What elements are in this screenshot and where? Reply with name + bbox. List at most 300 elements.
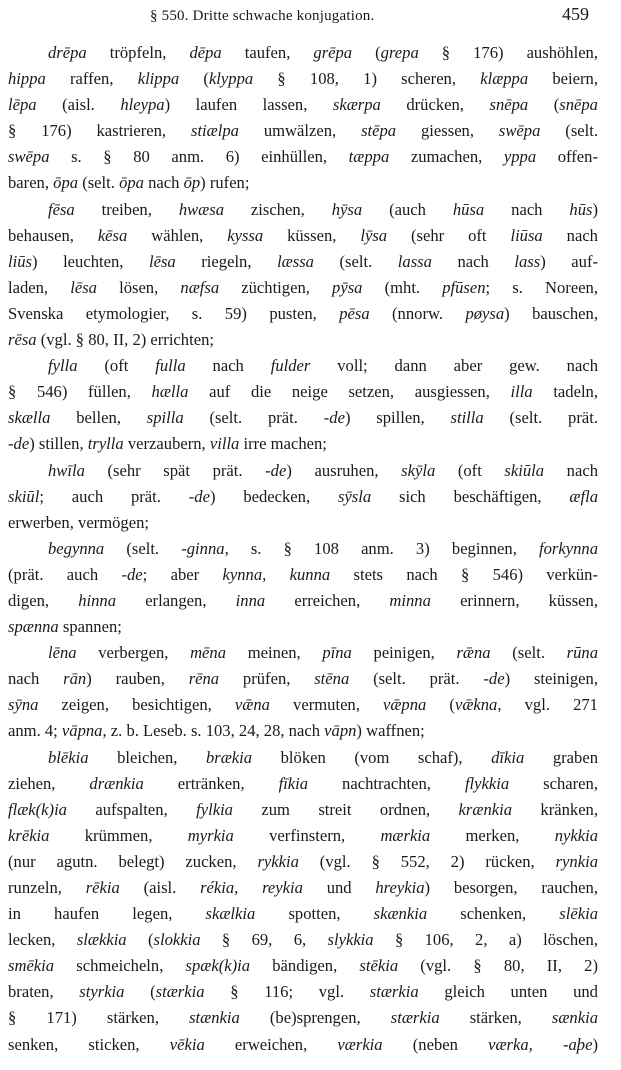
text-run: taufen, — [221, 43, 314, 62]
italic-word: hȳsa — [331, 199, 363, 219]
italic-word: stēkia — [359, 956, 399, 976]
italic-word: skænkia — [373, 904, 428, 924]
italic-word: klæppa — [480, 69, 529, 89]
text-line — [8, 431, 598, 457]
italic-word: dēpa — [189, 43, 222, 62]
text-run: verfinstern, — [233, 825, 381, 845]
italic-word: skælla — [8, 408, 51, 428]
italic-word: lēpa — [8, 95, 37, 115]
text-run: wählen, — [127, 225, 228, 245]
italic-word: pfūsen — [442, 277, 486, 297]
text-line — [8, 640, 598, 666]
italic-word: drænkia — [89, 773, 144, 793]
body-text — [8, 40, 598, 1058]
italic-word: slokkia — [153, 930, 201, 950]
text-line — [8, 692, 598, 718]
text-run: ; aber — [142, 564, 223, 584]
text-line — [8, 745, 598, 771]
section-title: § 550. Dritte schwache konjugation. — [150, 8, 375, 24]
italic-word: rēsa — [8, 330, 37, 350]
italic-word: lēsa — [148, 251, 176, 271]
page-number: 459 — [562, 4, 589, 24]
text-run: ) — [592, 199, 598, 219]
text-line — [8, 197, 598, 223]
italic-word: inna — [235, 590, 266, 610]
text-run: (nnorw. — [369, 303, 466, 323]
text-line — [8, 66, 598, 92]
italic-word: lassa — [397, 251, 432, 271]
italic-word: slykkia — [327, 930, 374, 950]
text-run: ( — [126, 930, 154, 950]
italic-word: swēpa — [498, 121, 541, 141]
text-run: peinigen, — [351, 643, 457, 663]
text-run: erwerben, vermögen; — [8, 512, 149, 532]
text-run: behausen, — [8, 225, 98, 245]
italic-word: lȳsa — [360, 225, 388, 245]
italic-word: rykkia — [257, 851, 299, 871]
italic-word: pøysa — [465, 303, 505, 323]
text-line — [8, 1005, 598, 1031]
text-run: senken, sticken, — [8, 1034, 170, 1054]
text-run: nachtrachten, — [308, 773, 465, 793]
italic-word: skȳla — [401, 460, 436, 480]
text-run: (oft — [77, 356, 156, 376]
running-header — [0, 4, 621, 30]
text-run: (prät. auch — [8, 564, 122, 584]
text-run: merken, — [430, 825, 555, 845]
text-run: Svenska etymologier, s. 59) pusten, — [8, 303, 340, 323]
italic-word: stēpa — [361, 121, 397, 141]
text-run: offen- — [536, 147, 598, 167]
italic-word: pēsa — [339, 303, 370, 323]
text-run: ziehen, — [8, 773, 90, 793]
italic-word: fulder — [270, 356, 311, 376]
text-run: (vgl. § 80, II, 2) — [398, 956, 598, 976]
italic-word: rān — [63, 669, 87, 689]
text-run: runzeln, — [8, 878, 86, 897]
text-run: ) — [592, 1034, 598, 1054]
text-run: ) steinigen, — [504, 669, 598, 689]
text-run: bellen, — [50, 408, 147, 428]
text-run: giessen, — [396, 121, 499, 141]
text-line — [8, 92, 598, 118]
italic-word: fylkia — [196, 799, 233, 819]
italic-word: swēpa — [8, 147, 50, 167]
text-run: stärken, — [439, 1008, 552, 1028]
italic-word: snēpa — [489, 95, 529, 115]
italic-word: stærkia — [390, 1008, 440, 1028]
text-line — [8, 405, 598, 431]
italic-word: værkia — [337, 1034, 383, 1054]
italic-word: hippa — [8, 69, 46, 89]
text-run: ) stillen, — [29, 434, 88, 454]
text-run: in haufen legen, — [8, 904, 206, 924]
italic-word: rūna — [566, 643, 598, 663]
text-run: braten, — [8, 982, 80, 1002]
text-line — [8, 1032, 598, 1058]
italic-word: liūsa — [510, 225, 543, 245]
text-run: ( — [352, 43, 381, 62]
text-line — [8, 275, 598, 301]
text-run: (nur agutn. belegt) zucken, — [8, 851, 258, 871]
italic-word: flæk(k)ia — [8, 799, 67, 819]
italic-word: grēpa — [313, 43, 353, 62]
text-run: scharen, — [509, 773, 598, 793]
italic-word: rēna — [188, 669, 220, 689]
text-line — [8, 875, 598, 901]
text-run: umwälzen, — [238, 121, 362, 141]
text-run: ( — [528, 95, 560, 115]
text-run: (selt. — [78, 173, 120, 193]
italic-word: stilla — [450, 408, 484, 428]
italic-word: vǣpna — [382, 695, 427, 715]
text-run: züchtigen, — [219, 277, 333, 297]
italic-word: kēsa — [97, 225, 128, 245]
text-run: vermuten, — [269, 695, 383, 715]
text-line — [8, 849, 598, 875]
text-line — [8, 588, 598, 614]
text-run: beiern, — [528, 69, 598, 89]
italic-word: vǣna — [234, 695, 270, 715]
text-line — [8, 223, 598, 249]
italic-word: sȳsla — [337, 486, 372, 506]
text-run: zischen, — [224, 199, 332, 219]
text-run: erweichen, — [204, 1034, 338, 1054]
text-line — [8, 536, 598, 562]
text-run: (selt. — [104, 538, 182, 558]
text-run: digen, — [8, 590, 79, 610]
text-run: laden, — [8, 277, 71, 297]
text-run: erinnern, küssen, — [430, 590, 598, 610]
text-run: § 116; vgl. — [204, 982, 370, 1002]
italic-word: rǣna — [456, 643, 491, 663]
text-run: (vgl. § 552, 2) rücken, — [298, 851, 556, 871]
text-run: (sehr oft — [387, 225, 511, 245]
text-run: § 176) aushöhlen, — [418, 43, 599, 62]
italic-word: slēkia — [559, 904, 598, 924]
text-run: ) waffnen; — [356, 721, 425, 741]
italic-word: hwæsa — [178, 199, 224, 219]
text-run: spotten, — [255, 904, 374, 924]
italic-word: lēsa — [70, 277, 97, 297]
text-run: ) spillen, — [344, 408, 451, 428]
text-run: zeigen, besichtigen, — [38, 695, 235, 715]
text-run: irre machen; — [239, 434, 327, 454]
text-run: ( — [426, 695, 455, 715]
italic-word: -de — [8, 434, 30, 454]
text-run: (selt. — [540, 121, 599, 141]
text-run: und — [302, 878, 376, 897]
italic-word: yppa — [503, 147, 537, 167]
text-run: § 106, 2, a) löschen, — [373, 930, 598, 950]
text-run: s. § 80 anm. 6) einhüllen, — [49, 147, 349, 167]
text-run: § 546) füllen, — [8, 382, 152, 402]
italic-word: klippa — [137, 69, 180, 89]
text-run: (neben — [382, 1034, 489, 1054]
text-run: zum streit ordnen, — [232, 799, 459, 819]
text-run: nach — [8, 669, 64, 689]
italic-word: forkynna — [539, 538, 599, 558]
text-run: nach — [484, 199, 570, 219]
italic-word: skiūl — [8, 486, 40, 506]
text-run: , s. § 108 anm. 3) beginnen, — [224, 538, 540, 558]
italic-word: -de — [121, 564, 143, 584]
text-run: ) auf- — [540, 251, 599, 271]
text-run: (sehr spät prät. — [84, 460, 266, 480]
italic-word: villa — [209, 434, 240, 454]
text-run: küssen, — [263, 225, 361, 245]
text-line — [8, 614, 598, 640]
text-run: nach — [544, 460, 598, 480]
italic-word: sȳna — [8, 695, 39, 715]
italic-word: ōpa — [53, 173, 79, 193]
italic-word: vāpna — [61, 721, 103, 741]
text-run: kränken, — [512, 799, 599, 819]
text-run: zumachen, — [389, 147, 504, 167]
italic-word: fīkia — [278, 773, 309, 793]
text-run: nach — [185, 356, 271, 376]
italic-word: minna — [389, 590, 431, 610]
italic-word: hūs — [569, 199, 593, 219]
italic-word: liūs — [8, 251, 32, 271]
text-run: ( — [179, 69, 209, 89]
text-run: (auch — [362, 199, 453, 219]
text-run: (selt. prät. — [483, 408, 598, 428]
italic-word: kyssa — [227, 225, 264, 245]
italic-word: ōp — [183, 173, 201, 193]
italic-word: krēkia — [8, 825, 50, 845]
italic-word: -ginna — [181, 538, 225, 558]
text-run: (selt. prät. — [349, 669, 484, 689]
text-run: (selt. — [313, 251, 398, 271]
text-line — [8, 771, 598, 797]
italic-word: myrkia — [187, 825, 234, 845]
text-run: baren, — [8, 173, 54, 193]
italic-word: fylla — [48, 356, 78, 376]
text-line — [8, 484, 598, 510]
text-line — [8, 927, 598, 953]
italic-word: flykkia — [464, 773, 510, 793]
text-run: nach — [542, 225, 598, 245]
text-run: nach — [143, 173, 184, 193]
italic-word: hūsa — [452, 199, 485, 219]
text-run: , z. b. Leseb. s. 103, 24, 28, nach — [102, 721, 325, 741]
italic-word: vāpn — [324, 721, 357, 741]
italic-word: styrkia — [79, 982, 125, 1002]
italic-word: -de — [265, 460, 287, 480]
italic-word: klyppa — [208, 69, 254, 89]
italic-word: stiælpa — [190, 121, 239, 141]
italic-word: stænkia — [189, 1008, 240, 1028]
text-run: gleich unten und — [418, 982, 598, 1002]
italic-word: vǣkna — [454, 695, 498, 715]
italic-word: snēpa — [559, 95, 598, 115]
italic-word: grepa — [380, 43, 419, 62]
text-line — [8, 249, 598, 275]
text-line — [8, 40, 598, 66]
italic-word: tæppa — [348, 147, 390, 167]
italic-word: dīkia — [491, 747, 525, 767]
italic-word: hreykia — [375, 878, 425, 897]
text-run: § 69, 6, — [200, 930, 328, 950]
text-run: ) besorgen, rauchen, — [424, 878, 598, 897]
text-run: bändigen, — [250, 956, 360, 976]
italic-word: hælla — [151, 382, 189, 402]
italic-word: rynkia — [555, 851, 598, 871]
text-run: (aisl. — [119, 878, 201, 897]
text-line — [8, 953, 598, 979]
italic-word: næfsa — [180, 277, 220, 297]
text-line — [8, 823, 598, 849]
text-run: erlangen, — [116, 590, 236, 610]
text-run: aufspalten, — [66, 799, 197, 819]
italic-word: fulla — [155, 356, 186, 376]
text-run: drücken, — [380, 95, 490, 115]
text-run: lösen, — [96, 277, 181, 297]
text-run: (selt. prät. — [183, 408, 324, 428]
text-line — [8, 797, 598, 823]
italic-word: rékia, reykia — [200, 878, 303, 897]
italic-word: brækia — [205, 747, 253, 767]
text-run: ) leuchten, — [31, 251, 149, 271]
text-run: krümmen, — [49, 825, 188, 845]
italic-word: mærkia — [380, 825, 431, 845]
italic-word: -de — [188, 486, 210, 506]
text-run: ) bauschen, — [504, 303, 598, 323]
italic-word: spænna — [8, 617, 59, 637]
text-run: (vgl. § 80, II, 2) errichten; — [36, 330, 214, 350]
italic-word: begynna — [48, 538, 105, 558]
text-line — [8, 327, 598, 353]
italic-word: mēna — [190, 643, 227, 663]
italic-word: stēna — [314, 669, 350, 689]
text-run: § 108, 1) scheren, — [253, 69, 481, 89]
italic-word: -de — [323, 408, 345, 428]
italic-word: spilla — [146, 408, 184, 428]
italic-word: kynna, kunna — [222, 564, 331, 584]
text-line — [8, 170, 598, 196]
text-run: riegeln, — [175, 251, 278, 271]
italic-word: blēkia — [48, 747, 89, 767]
text-run: (mht. — [362, 277, 443, 297]
text-run: ) bedecken, — [209, 486, 338, 506]
italic-word: slækkia — [76, 930, 127, 950]
text-run: meinen, — [226, 643, 323, 663]
italic-word: hinna — [78, 590, 117, 610]
text-run: treiben, — [74, 199, 179, 219]
italic-word: fēsa — [48, 199, 75, 219]
text-run: sich beschäftigen, — [371, 486, 570, 506]
italic-word: hwīla — [48, 460, 85, 480]
text-run: voll; dann aber gew. nach — [310, 356, 599, 376]
text-run: auf die neige setzen, ausgiessen, — [188, 382, 511, 402]
text-run: (be)sprengen, — [239, 1008, 391, 1028]
text-run: ; auch prät. — [39, 486, 189, 506]
text-run: lecken, — [8, 930, 77, 950]
text-run: ) ausruhen, — [286, 460, 402, 480]
italic-word: hleypa — [120, 95, 165, 115]
text-run: graben — [524, 747, 598, 767]
text-line — [8, 901, 598, 927]
text-run: stets nach § 546) verkün- — [330, 564, 598, 584]
text-run: tröpfeln, — [86, 43, 190, 62]
italic-word: skiūla — [504, 460, 545, 480]
italic-word: stærkia — [155, 982, 205, 1002]
italic-word: -de — [483, 669, 505, 689]
text-run: blöken (vom schaf), — [252, 747, 492, 767]
text-run: , vgl. 271 — [497, 695, 598, 715]
text-run: ) laufen lassen, — [164, 95, 333, 115]
text-line — [8, 379, 598, 405]
text-run: erreichen, — [265, 590, 390, 610]
italic-word: pīna — [322, 643, 352, 663]
text-run: prüfen, — [219, 669, 315, 689]
italic-word: ōpa — [119, 173, 144, 193]
italic-word: smēkia — [8, 956, 55, 976]
italic-word: vēkia — [169, 1034, 205, 1054]
text-run: ) rauben, — [86, 669, 189, 689]
italic-word: læssa — [277, 251, 314, 271]
text-run: tadeln, — [532, 382, 599, 402]
text-run: (selt. — [490, 643, 567, 663]
italic-word: spæk(k)ia — [185, 956, 251, 976]
text-line — [8, 353, 598, 379]
text-run: ) rufen; — [200, 173, 250, 193]
text-run: verzaubern, — [123, 434, 210, 454]
italic-word: drēpa — [48, 43, 87, 62]
italic-word: illa — [510, 382, 533, 402]
text-run: (aisl. — [36, 95, 121, 115]
italic-word: rēkia — [85, 878, 120, 897]
text-run: anm. 4; — [8, 721, 62, 741]
text-run: § 176) kastrieren, — [8, 121, 191, 141]
italic-word: lēna — [48, 643, 77, 663]
text-run: schenken, — [427, 904, 560, 924]
italic-word: krænkia — [458, 799, 513, 819]
text-line — [8, 458, 598, 484]
text-run: (oft — [435, 460, 505, 480]
text-run: ( — [124, 982, 156, 1002]
italic-word: skærpa — [332, 95, 381, 115]
text-line — [8, 118, 598, 144]
text-run: bleichen, — [88, 747, 206, 767]
text-run: schmeicheln, — [54, 956, 186, 976]
text-run: § 171) stärken, — [8, 1008, 190, 1028]
text-run: verbergen, — [76, 643, 191, 663]
text-line — [8, 144, 598, 170]
text-run: ; s. Noreen, — [485, 277, 599, 297]
italic-word: pȳsa — [332, 277, 363, 297]
text-run: spannen; — [58, 617, 122, 637]
text-line — [8, 666, 598, 692]
text-line — [8, 510, 598, 536]
text-line — [8, 718, 598, 744]
italic-word: æfla — [569, 486, 598, 506]
italic-word: skælkia — [205, 904, 256, 924]
text-run: raffen, — [45, 69, 138, 89]
italic-word: stærkia — [369, 982, 419, 1002]
italic-word: trylla — [87, 434, 124, 454]
text-line — [8, 562, 598, 588]
italic-word: nykkia — [554, 825, 598, 845]
text-run: ertränken, — [143, 773, 279, 793]
italic-word: lass — [514, 251, 541, 271]
text-run: nach — [431, 251, 515, 271]
italic-word: sænkia — [551, 1008, 598, 1028]
italic-word: værka, -aþe — [488, 1034, 593, 1054]
text-line — [8, 979, 598, 1005]
text-line — [8, 301, 598, 327]
